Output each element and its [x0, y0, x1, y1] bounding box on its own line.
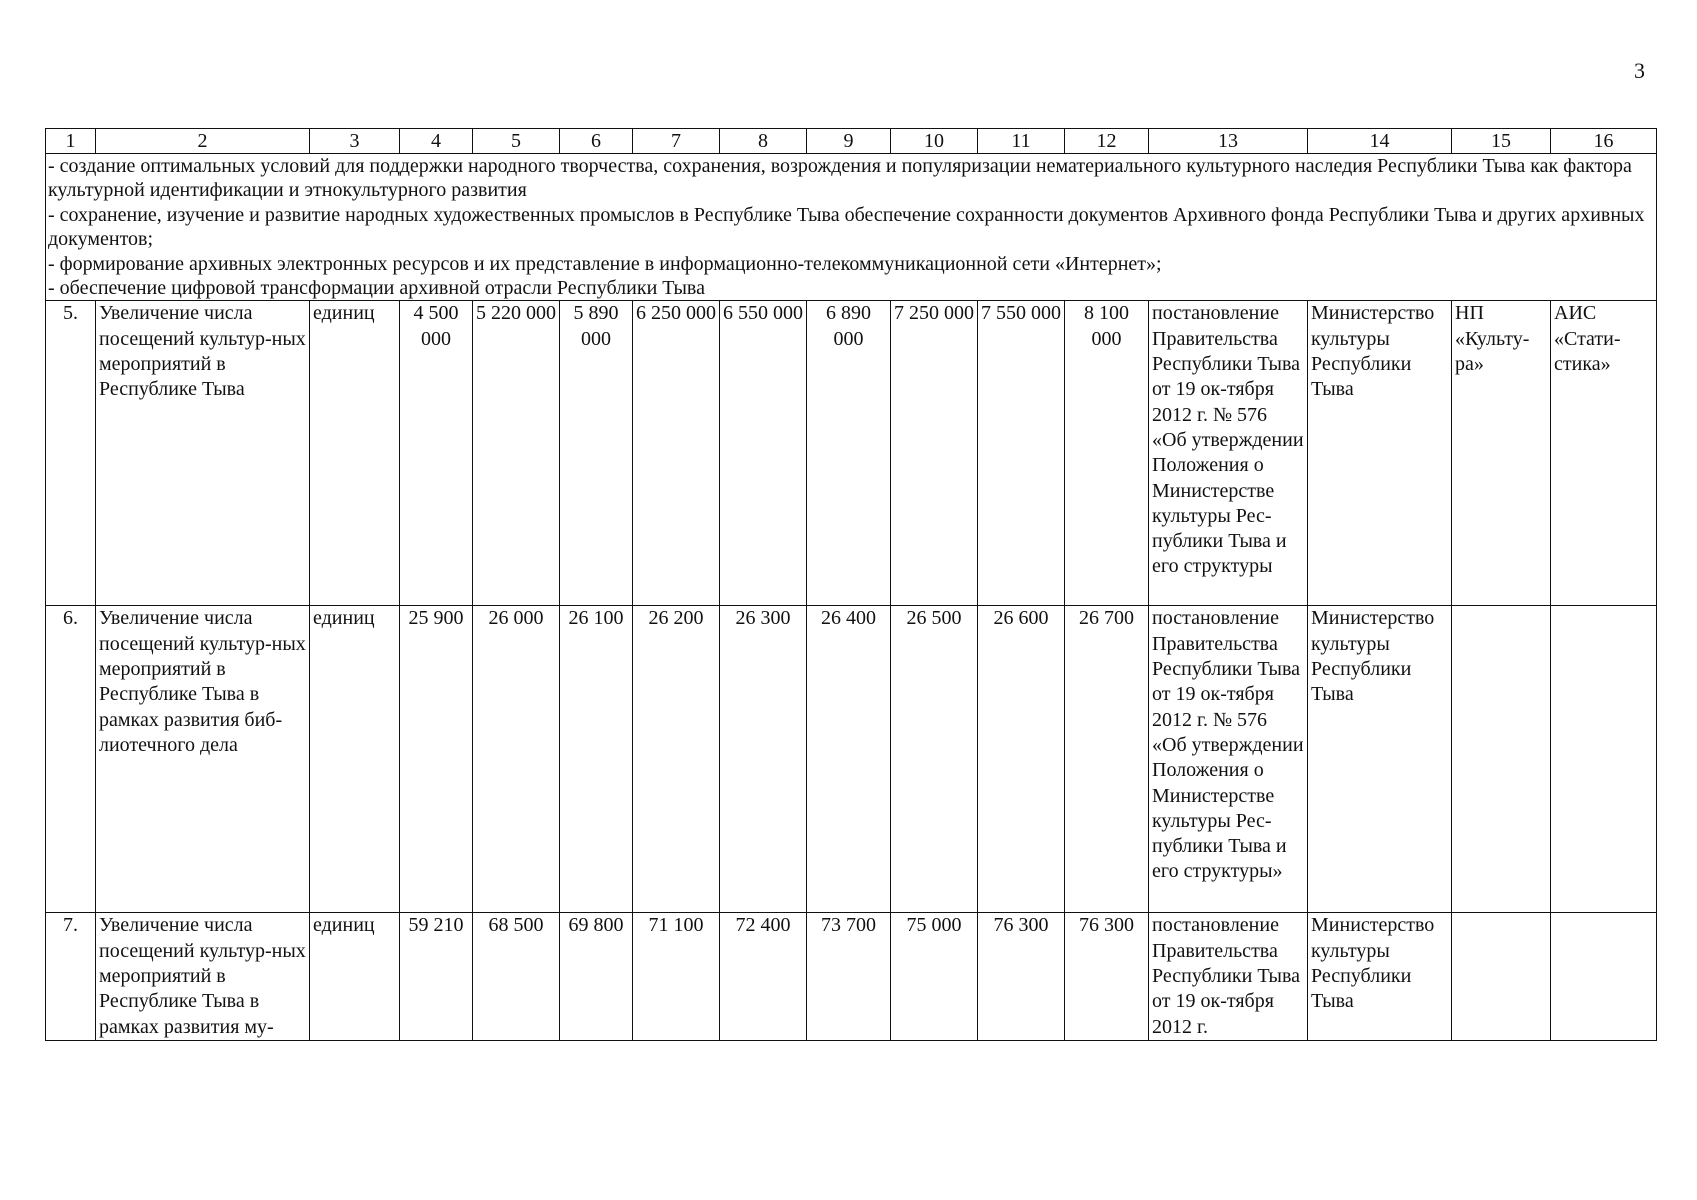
value-cell: 6 890 000 [807, 301, 891, 606]
unit-cell: единиц [310, 606, 400, 913]
unit-cell: единиц [310, 301, 400, 606]
goal-item: - сохранение, изучение и развитие народных художественных промыслов в Республике Тыва обеспечение сохранности документов Архивного фонда Республики Тыва и других архивных документов; [48, 203, 1645, 251]
column-header: 8 [720, 129, 807, 154]
col16-cell [1551, 913, 1657, 1040]
column-header: 4 [400, 129, 473, 154]
value-cell: 5 890 000 [560, 301, 633, 606]
value-cell: 71 100 [633, 913, 720, 1040]
responsible-cell: Министерство культуры Республики Тыва [1308, 913, 1452, 1040]
indicator-name: Увеличение числа посещений культур-ных мероприятий в Республике Тыва [96, 301, 310, 606]
col15-cell [1452, 913, 1551, 1040]
value-cell: 69 800 [560, 913, 633, 1040]
value-cell: 5 220 000 [473, 301, 560, 606]
table-row [46, 913, 1657, 1040]
basis-cell: постановление Правительства Республики Тыва от 19 ок-тября 2012 г. [1149, 913, 1308, 1040]
column-header: 12 [1065, 129, 1149, 154]
header-row [46, 129, 1657, 154]
value-cell: 26 600 [978, 606, 1065, 913]
responsible-cell: Министерство культуры Республики Тыва [1308, 606, 1452, 913]
value-cell: 26 500 [891, 606, 978, 913]
value-cell: 7 550 000 [978, 301, 1065, 606]
column-header: 6 [560, 129, 633, 154]
column-header: 3 [310, 129, 400, 154]
value-cell: 75 000 [891, 913, 978, 1040]
column-header: 14 [1308, 129, 1452, 154]
value-cell: 68 500 [473, 913, 560, 1040]
value-cell: 8 100 000 [1065, 301, 1149, 606]
value-cell: 76 300 [978, 913, 1065, 1040]
value-cell: 26 000 [473, 606, 560, 913]
column-header: 16 [1551, 129, 1657, 154]
value-cell: 76 300 [1065, 913, 1149, 1040]
column-header: 11 [978, 129, 1065, 154]
value-cell: 72 400 [720, 913, 807, 1040]
value-cell: 26 100 [560, 606, 633, 913]
value-cell: 26 300 [720, 606, 807, 913]
column-header: 10 [891, 129, 978, 154]
value-cell: 26 700 [1065, 606, 1149, 913]
indicators-table [45, 128, 1657, 1041]
column-header: 2 [96, 129, 310, 154]
col16-cell: АИС «Стати-стика» [1551, 301, 1657, 606]
value-cell: 26 400 [807, 606, 891, 913]
row-number: 5. [46, 301, 96, 606]
goals-row [46, 154, 1657, 301]
row-number: 7. [46, 913, 96, 1040]
col15-cell [1452, 606, 1551, 913]
value-cell: 6 550 000 [720, 301, 807, 606]
value-cell: 6 250 000 [633, 301, 720, 606]
column-header: 13 [1149, 129, 1308, 154]
basis-cell: постановление Правительства Республики Тыва от 19 ок-тября 2012 г. № 576 «Об утверждении Положения о Министерстве культуры Рес-публики Тыва и его структуры [1149, 301, 1308, 606]
responsible-cell: Министерство культуры Республики Тыва [1308, 301, 1452, 606]
value-cell: 25 900 [400, 606, 473, 913]
goal-item: - формирование архивных электронных ресурсов и их представление в информационно-телекоммуникационной сети «Интернет»; [48, 252, 1162, 275]
column-header: 1 [46, 129, 96, 154]
page-number: 3 [1634, 58, 1645, 83]
value-cell: 4 500 000 [400, 301, 473, 606]
table-row [46, 301, 1657, 606]
column-header: 15 [1452, 129, 1551, 154]
col16-cell [1551, 606, 1657, 913]
col15-cell: НП «Культу-ра» [1452, 301, 1551, 606]
value-cell: 26 200 [633, 606, 720, 913]
goal-item: - создание оптимальных условий для поддержки народного творчества, сохранения, возрождения и популяризации нематериального культурного наследия Республики Тыва как фактора культурной идентификации и этнокультурного развития [48, 155, 1632, 202]
goal-item: - обеспечение цифровой трансформации архивной отрасли Республики Тыва [48, 277, 705, 300]
row-number: 6. [46, 606, 96, 913]
indicator-name: Увеличение числа посещений культур-ных мероприятий в Республике Тыва в рамках развития биб-лиотечного дела [96, 606, 310, 913]
column-header: 9 [807, 129, 891, 154]
value-cell: 73 700 [807, 913, 891, 1040]
column-header: 5 [473, 129, 560, 154]
basis-cell: постановление Правительства Республики Тыва от 19 ок-тября 2012 г. № 576 «Об утверждении Положения о Министерстве культуры Рес-публики Тыва и его структуры» [1149, 606, 1308, 913]
unit-cell: единиц [310, 913, 400, 1040]
table-row [46, 606, 1657, 913]
value-cell: 7 250 000 [891, 301, 978, 606]
column-header: 7 [633, 129, 720, 154]
goals-cell [46, 154, 1657, 301]
value-cell: 59 210 [400, 913, 473, 1040]
indicator-name: Увеличение числа посещений культур-ных мероприятий в Республике Тыва в рамках развития му- [96, 913, 310, 1040]
